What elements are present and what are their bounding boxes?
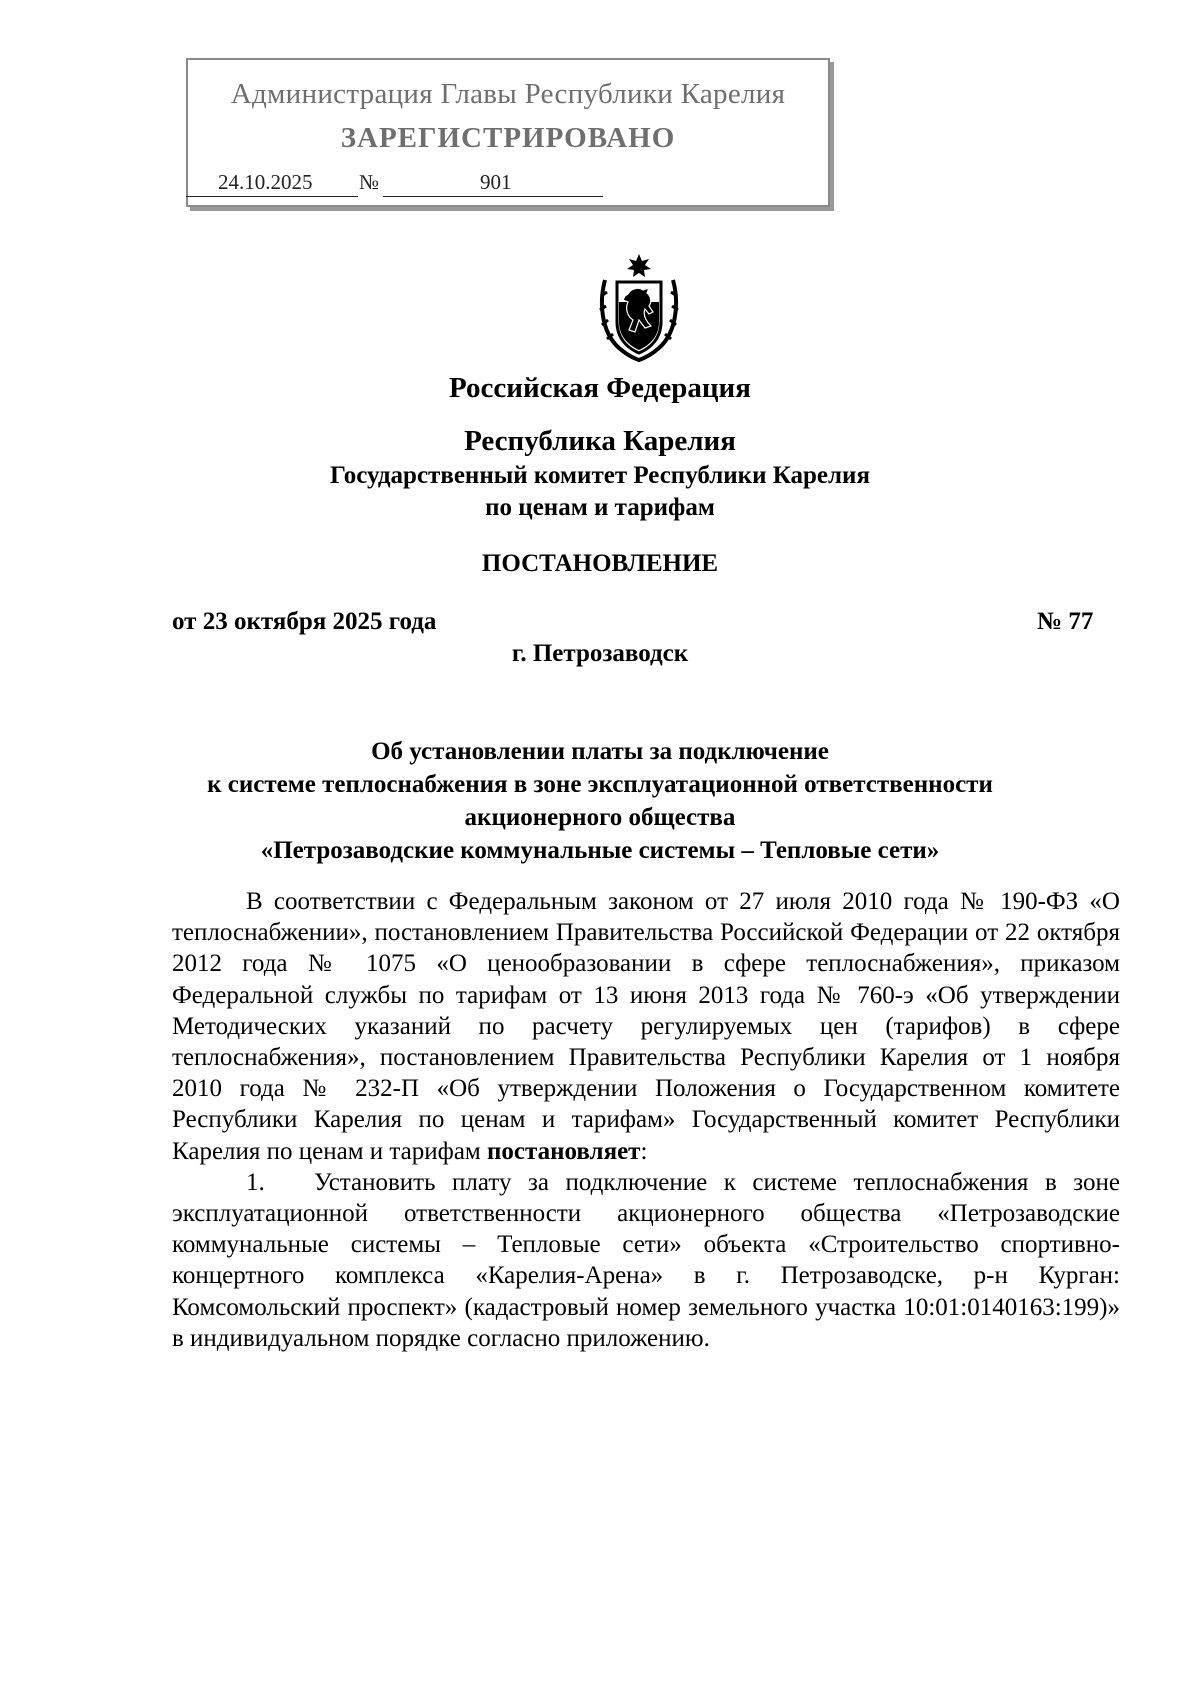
document-type: ПОСТАНОВЛЕНИЕ: [481, 550, 719, 577]
preamble-text: В соответствии с Федеральным законом от 27 июля 2010 года № 190-ФЗ «О теплоснабжении», постановлением Правительства Российской Федерации от 22 октября 2012 года № 1075 «О ценообразовании в сфере теплоснабжения», приказом Федеральной службы по тарифам от 13 июня 2013 года № 760-э «Об утверждении Методических указаний по расчету регулируемых цен (тарифов) в сфере теплоснабжения», постановлением Правительства Республики Карелия от 1 ноября 2010 года № 232-П «Об утверждении Положения о Государственном комитете Республики Карелия по ценам и тарифам» Государственный комитет Республики Карелия по ценам и тарифам: [172, 888, 1120, 1165]
karelia-coat-of-arms-icon: [595, 252, 683, 362]
stamp-registered: ЗАРЕГИСТРИРОВАНО: [340, 122, 676, 154]
stamp-number: 901: [480, 170, 512, 194]
stamp-number-underline: [383, 196, 603, 197]
title-line4: «Петрозаводские коммунальные системы – Тепловые сети»: [260, 837, 940, 864]
title-line3: акционерного общества: [464, 804, 736, 831]
stamp-authority: Администрация Главы Республики Карелия: [230, 78, 786, 110]
document-date: от 23 октября 2025 года: [172, 608, 437, 635]
preamble-decree-word: постановляет: [487, 1137, 641, 1165]
stamp-number-sign: №: [359, 170, 380, 194]
item-1-paragraph: [172, 1167, 1120, 1354]
document-title: [0, 735, 1200, 867]
header-committee-line2: по ценам и тарифам: [485, 494, 715, 521]
preamble-paragraph: [172, 886, 1120, 1167]
document-number: № 77: [1037, 608, 1094, 635]
header-committee-line1: Государственный комитет Республики Карелия: [330, 462, 870, 489]
title-line2: к системе теплоснабжения в зоне эксплуатационной ответственности: [207, 771, 993, 798]
item-1-number: 1.: [246, 1168, 265, 1196]
document-city: г. Петрозаводск: [511, 640, 689, 667]
header-country: Российская Федерация: [449, 372, 751, 404]
stamp-date: 24.10.2025: [218, 170, 313, 194]
preamble-colon: :: [640, 1137, 648, 1165]
stamp-registration-line: [186, 168, 606, 196]
stamp-date-underline: [186, 196, 358, 197]
header-republic: Республика Карелия: [464, 425, 736, 457]
document-body: [172, 886, 1120, 1354]
registration-stamp: [186, 58, 830, 207]
item-1-text: Установить плату за подключение к системе теплоснабжения в зоне эксплуатационной ответственности акционерного общества «Петрозаводские коммунальные системы – Тепловые сети» объекта «Строительство спортивно-концертного комплекса «Карелия-Арена» в г. Петрозаводске, р-н Курган: Комсомольский проспект» (кадастровый номер земельного участка 10:01:0140163:199)» в индивидуальном порядке согласно приложению.: [172, 1168, 1120, 1352]
title-line1: Об установлении платы за подключение: [371, 738, 829, 765]
